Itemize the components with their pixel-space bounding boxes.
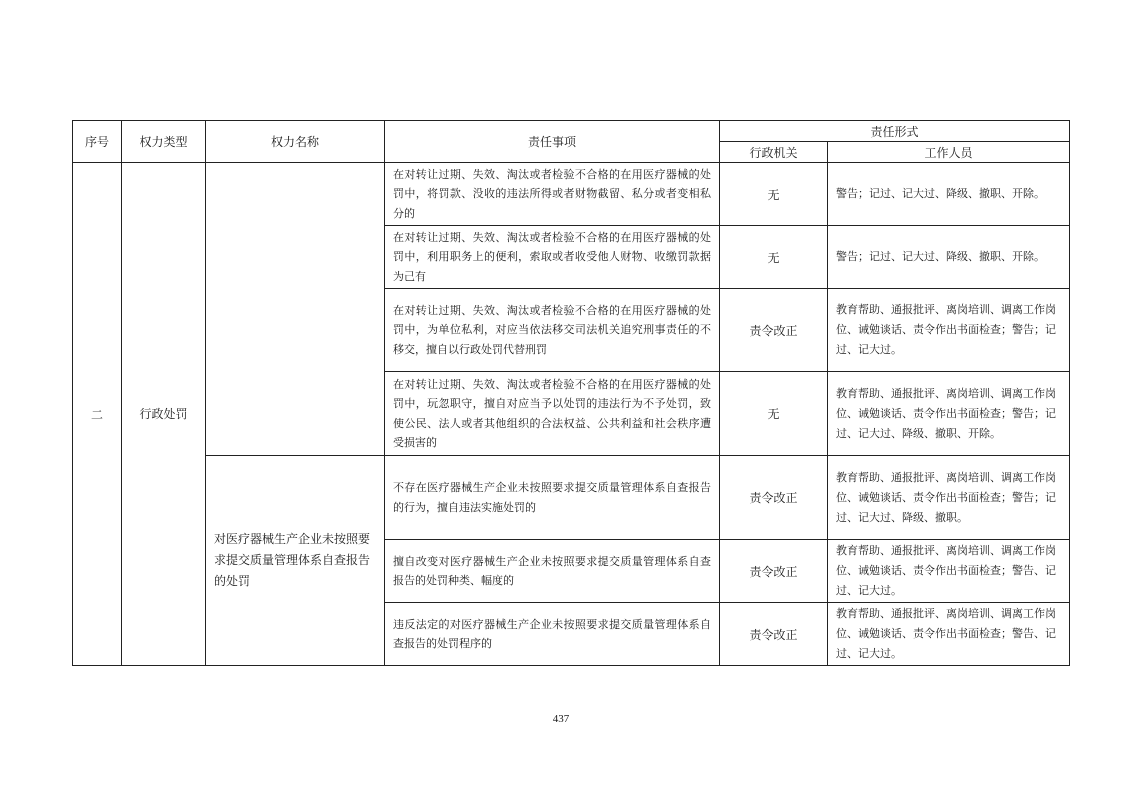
- agency-cell: 责令改正: [720, 289, 828, 372]
- staff-cell: 警告；记过、记大过、降级、撤职、开除。: [828, 226, 1070, 289]
- matter-cell: 在对转让过期、失效、淘汰或者检验不合格的在用医疗器械的处罚中，将罚款、没收的违法所得或者财物截留、私分或者变相私分的: [385, 163, 720, 226]
- staff-cell: 教育帮助、通报批评、离岗培训、调离工作岗位、诫勉谈话、责令作出书面检查；警告；记过、记大过、降级、撤职。: [828, 456, 1070, 540]
- agency-cell: 无: [720, 163, 828, 226]
- table-row: [73, 456, 1070, 540]
- responsibility-table: [72, 120, 1070, 666]
- header-seq: 序号: [73, 121, 122, 163]
- agency-cell: 责令改正: [720, 456, 828, 540]
- header-responsibility-form: 责任形式: [720, 121, 1070, 142]
- agency-cell: 无: [720, 226, 828, 289]
- matter-cell: 不存在医疗器械生产企业未按照要求提交质量管理体系自查报告的行为，擅自违法实施处罚的: [385, 456, 720, 540]
- header-power-type: 权力类型: [122, 121, 206, 163]
- agency-cell: 无: [720, 372, 828, 456]
- header-staff: 工作人员: [828, 142, 1070, 163]
- power-type-cell: 行政处罚: [122, 163, 206, 666]
- header-row-1: [73, 121, 1070, 142]
- staff-cell: 教育帮助、通报批评、离岗培训、调离工作岗位、诫勉谈话、责令作出书面检查；警告；记过、记大过。: [828, 289, 1070, 372]
- header-agency: 行政机关: [720, 142, 828, 163]
- header-power-name: 权力名称: [206, 121, 385, 163]
- power-name-cell: 对医疗器械生产企业未按照要求提交质量管理体系自查报告的处罚: [206, 456, 385, 666]
- power-name-cell-empty: [206, 163, 385, 456]
- table-row: [73, 163, 1070, 226]
- staff-cell: 教育帮助、通报批评、离岗培训、调离工作岗位、诫勉谈话、责令作出书面检查；警告、记过、记大过。: [828, 603, 1070, 666]
- page-number: 437: [552, 713, 570, 725]
- matter-cell: 违反法定的对医疗器械生产企业未按照要求提交质量管理体系自查报告的处罚程序的: [385, 603, 720, 666]
- agency-cell: 责令改正: [720, 540, 828, 603]
- header-responsibility-matter: 责任事项: [385, 121, 720, 163]
- matter-cell: 在对转让过期、失效、淘汰或者检验不合格的在用医疗器械的处罚中，玩忽职守，擅自对应当予以处罚的违法行为不予处罚，致使公民、法人或者其他组织的合法权益、公共利益和社会秩序遭受损害的: [385, 372, 720, 456]
- staff-cell: 教育帮助、通报批评、离岗培训、调离工作岗位、诫勉谈话、责令作出书面检查；警告；记过、记大过、降级、撤职、开除。: [828, 372, 1070, 456]
- matter-cell: 在对转让过期、失效、淘汰或者检验不合格的在用医疗器械的处罚中，为单位私利，对应当依法移交司法机关追究刑事责任的不移交，擅自以行政处罚代替刑罚: [385, 289, 720, 372]
- staff-cell: 教育帮助、通报批评、离岗培训、调离工作岗位、诫勉谈话、责令作出书面检查；警告、记过、记大过。: [828, 540, 1070, 603]
- matter-cell: 在对转让过期、失效、淘汰或者检验不合格的在用医疗器械的处罚中，利用职务上的便利，索取或者收受他人财物、收缴罚款据为己有: [385, 226, 720, 289]
- matter-cell: 擅自改变对医疗器械生产企业未按照要求提交质量管理体系自查报告的处罚种类、幅度的: [385, 540, 720, 603]
- agency-cell: 责令改正: [720, 603, 828, 666]
- seq-cell: 二: [73, 163, 122, 666]
- staff-cell: 警告；记过、记大过、降级、撤职、开除。: [828, 163, 1070, 226]
